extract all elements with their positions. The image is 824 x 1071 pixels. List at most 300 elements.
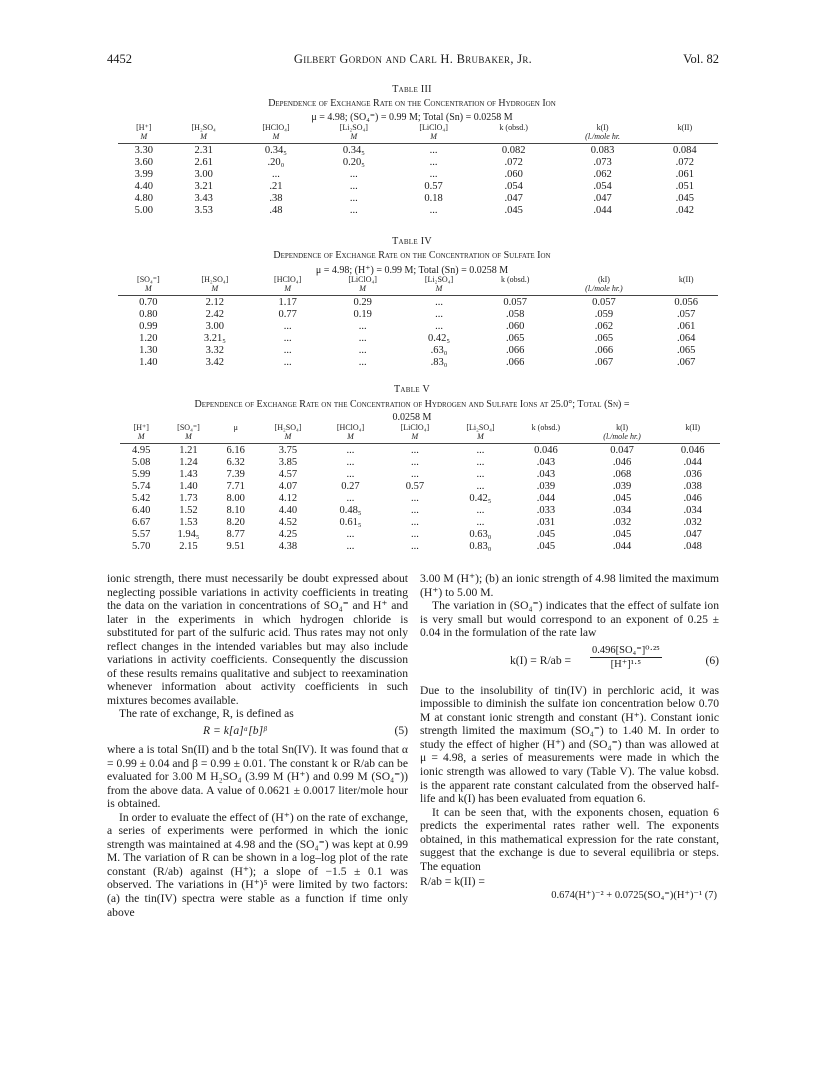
table-cell: ... <box>346 493 355 504</box>
table-cell: 0.83₀ <box>469 541 492 552</box>
table-cell: ... <box>346 457 355 468</box>
table5-header-unit <box>665 433 720 442</box>
table-cell: 5.08 <box>132 457 151 468</box>
equation-5-number: (5) <box>394 724 408 738</box>
table3-header-label: [Li₂SO₄] <box>339 123 368 132</box>
equation-6-number: (6) <box>705 653 719 667</box>
table-cell: 3.00 <box>194 169 213 180</box>
left-paragraph-4: In order to evaluate the effect of (H⁺) on the rate of exchange, a series of experiments were performed in which the ionic strength was maintained at 4.98 and the (SO₄⁼) was kept at 0.99 M. The variation of R can be shown in a log–log plot of the rate constant (R/ab) against (H⁺); a slope of −1.5 ± 0.1 was observed. The variations in (H⁺)⁵ were limited by two factors: (a) the tin(IV) spectra were stable as a function if time only above <box>107 810 408 919</box>
table5-header-3 <box>257 424 319 444</box>
table-cell: ... <box>429 205 438 216</box>
table-cell: 6.67 <box>132 517 151 528</box>
table-cell: 4.95 <box>132 445 151 456</box>
table-row <box>120 481 720 493</box>
table5-header-unit: M <box>137 431 145 441</box>
table4-header-unit: M <box>435 283 443 293</box>
table-row <box>118 321 718 333</box>
table5-header-unit: M <box>411 431 419 441</box>
left-paragraph-3: where a is total Sn(II) and b the total Sn(IV). It was found that α = 0.99 ± 0.04 and β = 0.99 ± 0.01. The constant k or R/ab can be evaluated for 3.00 M H₂SO₄ (3.99 M (H⁺) and 0.99 M (SO₄⁼)) from the above data. A value of 0.0621 ± 0.0017 liter/mole hour is obtained. <box>107 743 408 811</box>
table-cell: ... <box>283 333 292 344</box>
table4-header-unit: M <box>359 283 366 293</box>
table-cell: 0.80 <box>139 309 158 320</box>
table-cell: .031 <box>536 517 556 528</box>
table-cell: .054 <box>593 181 612 192</box>
table-row <box>118 205 718 217</box>
table-cell: .064 <box>677 333 696 344</box>
table-cell: 0.046 <box>534 445 558 456</box>
table-cell: 0.27 <box>341 481 360 492</box>
table-cell: 1.17 <box>278 297 297 308</box>
table3 <box>118 124 718 217</box>
table-cell: ... <box>435 321 443 332</box>
table3-header-unit <box>474 133 554 142</box>
table-cell: 1.21 <box>179 445 198 456</box>
table-row <box>120 517 720 529</box>
table-cell: 0.29 <box>353 297 372 308</box>
table3-header-2 <box>238 124 314 144</box>
table-cell: ... <box>346 541 355 552</box>
table-cell: .033 <box>536 505 556 516</box>
equation-6-fraction <box>590 644 662 672</box>
table-row <box>118 157 718 169</box>
table-row <box>118 181 718 193</box>
table-row <box>118 309 718 321</box>
table-cell: ... <box>476 517 485 528</box>
table-cell: 0.18 <box>424 193 443 204</box>
table4-header-label: [LiClO₄] <box>348 275 377 284</box>
table-cell: 3.43 <box>194 193 213 204</box>
table-cell: .046 <box>683 493 702 504</box>
table3-header-3 <box>314 124 393 144</box>
table-cell: .045 <box>612 493 632 504</box>
table-cell: 0.20₅ <box>342 157 365 168</box>
table-row <box>120 541 720 553</box>
table5-header-label: [SO₄⁼] <box>177 423 200 432</box>
table-cell: .058 <box>506 309 525 320</box>
table-row <box>120 529 720 541</box>
equation-6-denominator: [H⁺]¹·⁵ <box>610 659 642 671</box>
table-row <box>118 193 718 205</box>
table4-header-label: [SO₄⁼] <box>137 275 160 284</box>
table-row <box>118 297 718 309</box>
table-cell: .032 <box>683 517 702 528</box>
table-cell: 0.34₅ <box>342 145 365 156</box>
table-cell: .066 <box>594 345 614 356</box>
page-header <box>107 52 719 70</box>
table-cell: 1.20 <box>139 333 158 344</box>
table-cell: 0.42₅ <box>469 493 492 504</box>
table-cell: .067 <box>677 357 696 368</box>
table-cell: ... <box>476 481 485 492</box>
table-cell: ... <box>346 469 355 480</box>
table5-header-4 <box>319 424 382 444</box>
table5-header-unit: M <box>185 431 192 441</box>
table-cell: .045 <box>675 193 694 204</box>
table3-header-label: k (obsd.) <box>499 123 528 132</box>
table-cell: 0.047 <box>610 445 634 456</box>
table-cell: ... <box>410 469 419 480</box>
table-cell: 5.74 <box>132 481 151 492</box>
table-cell: .048 <box>683 541 702 552</box>
table3-header-label: [H⁺] <box>136 123 152 132</box>
table-cell: 3.99 <box>134 169 153 180</box>
table3-header-unit: M <box>350 131 358 141</box>
equation-6-lhs: k(I) = R/ab = <box>510 653 572 667</box>
table3-header-0 <box>118 124 170 144</box>
table-cell: 3.32 <box>205 345 225 356</box>
table-row <box>118 357 718 369</box>
table-cell: 8.77 <box>226 529 245 540</box>
table5-header-label: [H₂SO₄] <box>274 423 302 432</box>
table3-header-label: [HClO₄] <box>262 123 290 132</box>
table-cell: .38 <box>269 193 283 204</box>
table-cell: 1.24 <box>179 457 198 468</box>
table3-header-label: k(I) <box>596 123 609 132</box>
table5-header-5 <box>382 424 448 444</box>
table-cell: .045 <box>504 205 523 216</box>
table4-header-unit <box>654 285 718 294</box>
table5-header-1 <box>162 424 214 444</box>
table-cell: 0.34₅ <box>264 145 287 156</box>
table4 <box>118 276 718 369</box>
equation-5 <box>107 721 408 743</box>
table-cell: ... <box>410 541 419 552</box>
table-cell: 2.61 <box>194 157 213 168</box>
table-cell: .065 <box>677 345 696 356</box>
table5-header-label: k(II) <box>685 423 701 432</box>
table3-title: Dependence of Exchange Rate on the Concentration of Hydrogen Ion <box>268 98 556 109</box>
equation-7-line-1: R/ab = k(II) = <box>420 875 485 889</box>
table-cell: .068 <box>612 469 632 480</box>
table4-header-label: [Li₂SO₄] <box>424 275 454 284</box>
table4-header-5 <box>477 276 553 296</box>
table-cell: 8.20 <box>226 517 245 528</box>
table-cell: 4.57 <box>278 469 298 480</box>
table-cell: 0.57 <box>424 181 443 192</box>
table-cell: 2.42 <box>205 309 225 320</box>
table-cell: 9.51 <box>226 541 245 552</box>
table5-header-label: [Li₂SO₄] <box>466 423 495 432</box>
table-cell: 0.63₀ <box>469 529 492 540</box>
table-cell: 0.056 <box>674 297 699 308</box>
table-cell: 2.31 <box>194 145 213 156</box>
table-cell: 5.42 <box>132 493 151 504</box>
page-number: 4452 <box>107 52 132 66</box>
table-cell: .065 <box>594 333 614 344</box>
table-cell: .039 <box>612 481 632 492</box>
table-cell: ... <box>410 445 419 456</box>
table4-header-label: k (obsd.) <box>500 275 530 284</box>
table-cell: .20₀ <box>267 157 285 168</box>
table3-header-6 <box>554 124 652 144</box>
table-cell: .065 <box>506 333 525 344</box>
table-cell: ... <box>271 169 280 180</box>
table-cell: ... <box>283 345 292 356</box>
table-cell: 1.53 <box>179 517 198 528</box>
table-cell: ... <box>435 297 443 308</box>
table-cell: 1.40 <box>179 481 198 492</box>
table-cell: 6.40 <box>132 505 151 516</box>
table4-header-7 <box>654 276 718 296</box>
table-row <box>118 333 718 345</box>
table-cell: .060 <box>506 321 525 332</box>
table-cell: 4.40 <box>278 505 298 516</box>
table-cell: 3.60 <box>134 157 153 168</box>
table-cell: 1.43 <box>179 469 198 480</box>
table-cell: 5.57 <box>132 529 151 540</box>
table-cell: .21 <box>269 181 283 192</box>
table4-header-2 <box>251 276 324 296</box>
table-cell: 7.39 <box>226 469 245 480</box>
table-cell: ... <box>283 357 292 368</box>
table-cell: .63₀ <box>430 345 448 356</box>
table-cell: .046 <box>612 457 632 468</box>
right-paragraph-2: The variation in (SO₄⁼) indicates that the effect of sulfate ion is very small but would correspond to an exponent of 0.25 ± 0.04 in the formulation of the rate law <box>420 599 719 640</box>
table-row <box>118 345 718 357</box>
table4-header-unit: (l./mole hr.) <box>585 283 623 293</box>
table5-header-label: [H⁺] <box>133 423 149 432</box>
table-cell: ... <box>476 505 485 516</box>
table-cell: .047 <box>504 193 523 204</box>
table3-header-unit <box>652 133 718 142</box>
table-cell: ... <box>410 457 419 468</box>
table-cell: 1.73 <box>179 493 198 504</box>
table-cell: 3.00 <box>205 321 225 332</box>
table-cell: .061 <box>677 321 696 332</box>
table-cell: 5.99 <box>132 469 151 480</box>
table5 <box>120 424 720 553</box>
table-cell: 0.48₅ <box>339 505 362 516</box>
table-cell: 0.082 <box>501 145 526 156</box>
table-cell: .036 <box>683 469 702 480</box>
table-cell: 1.94₅ <box>177 529 200 540</box>
table5-header-unit: (l./mole hr.) <box>603 431 641 441</box>
table3-header-label: [H₂SO₄ <box>191 123 216 132</box>
table-cell: 0.77 <box>278 309 297 320</box>
equation-5-body: R = k[a]ᵅ[b]ᵝ <box>203 724 267 738</box>
table-cell: 2.12 <box>205 297 225 308</box>
table-cell: .047 <box>683 529 702 540</box>
left-column <box>107 572 408 919</box>
table5-title-cont: 0.0258 M <box>392 412 432 423</box>
table5-header-label: μ <box>233 423 238 432</box>
table3-header-4 <box>394 124 474 144</box>
table3-header-unit: M <box>430 131 437 141</box>
equation-6 <box>420 644 719 678</box>
table-cell: 4.07 <box>278 481 298 492</box>
volume-label: Vol. 82 <box>683 52 719 66</box>
table-cell: 0.99 <box>139 321 158 332</box>
table5-header-9 <box>665 424 720 444</box>
table-cell: ... <box>358 345 367 356</box>
table3-header-unit: M <box>140 131 148 141</box>
table-cell: .042 <box>675 205 694 216</box>
table4-header-1 <box>179 276 251 296</box>
table5-header-label: k (obsd.) <box>531 423 561 432</box>
table-cell: 0.057 <box>503 297 528 308</box>
table5-header-unit <box>215 433 257 442</box>
table-cell: ... <box>410 505 419 516</box>
table3-caption: Table III <box>392 84 432 95</box>
table4-header-unit: M <box>284 283 291 293</box>
table-cell: .034 <box>683 505 702 516</box>
table4-conditions: μ = 4.98; (H⁺) = 0.99 M; Total (Sn) = 0.0258 M <box>315 265 509 276</box>
table-cell: ... <box>429 169 438 180</box>
table-cell: 4.38 <box>278 541 298 552</box>
table4-header-unit: M <box>211 283 219 293</box>
table-row <box>120 445 720 457</box>
table-cell: .044 <box>612 541 632 552</box>
table-cell: 0.61₅ <box>339 517 362 528</box>
table5-header-7 <box>513 424 579 444</box>
table4-header-label: (kI) <box>597 275 610 284</box>
table-cell: .83₀ <box>430 357 448 368</box>
table-cell: 4.52 <box>278 517 298 528</box>
equation-6-numerator: 0.496[SO₄⁼]⁰·²⁵ <box>590 644 662 659</box>
table5-header-unit: M <box>347 431 354 441</box>
table-cell: ... <box>429 157 438 168</box>
table5-header-8 <box>579 424 666 444</box>
table-cell: ... <box>435 309 443 320</box>
table-cell: .051 <box>675 181 694 192</box>
table-cell: 4.40 <box>134 181 153 192</box>
table-cell: ... <box>358 321 367 332</box>
table5-title: Dependence of Exchange Rate on the Concentration of Hydrogen and Sulfate Ions at 25.0°; Total (Sn) = <box>194 399 630 410</box>
running-title: Gilbert Gordon and Carl H. Brubaker, Jr. <box>293 52 533 66</box>
table4-header-6 <box>553 276 654 296</box>
table-cell: .044 <box>593 205 612 216</box>
table-cell: .044 <box>683 457 702 468</box>
table4-header-unit <box>477 285 553 294</box>
table-cell: .032 <box>612 517 632 528</box>
table-cell: .48 <box>269 205 283 216</box>
table-cell: .045 <box>612 529 632 540</box>
table-cell: 1.52 <box>179 505 198 516</box>
table-cell: 5.00 <box>134 205 153 216</box>
table-cell: ... <box>429 145 438 156</box>
table-cell: ... <box>346 529 355 540</box>
table-cell: ... <box>358 333 367 344</box>
table-cell: 0.57 <box>405 481 425 492</box>
table5-header-unit <box>513 433 579 442</box>
table3-header-label: k(II) <box>677 123 693 132</box>
table5-header-label: k(I) <box>616 423 629 432</box>
table-cell: ... <box>476 469 485 480</box>
table-cell: .066 <box>506 345 525 356</box>
table5-header-label: [LiClO₄] <box>400 423 430 432</box>
table-cell: .045 <box>536 541 556 552</box>
table-cell: .073 <box>593 157 612 168</box>
table-cell: .045 <box>536 529 556 540</box>
table3-header-unit: M <box>272 131 280 141</box>
table3-header-unit: (l./mole hr. <box>585 131 621 141</box>
table-cell: 0.42₅ <box>427 333 451 344</box>
table5-header-0 <box>120 424 162 444</box>
table-cell: .044 <box>536 493 556 504</box>
table-cell: .067 <box>594 357 614 368</box>
table5-header-unit: M <box>284 431 292 441</box>
table3-conditions: μ = 4.98; (SO₄⁼) = 0.99 M; Total (Sn) = 0.0258 M <box>311 112 513 123</box>
table-row <box>118 145 718 157</box>
table-cell: ... <box>346 445 355 456</box>
table-cell: ... <box>476 457 485 468</box>
table-cell: .066 <box>506 357 525 368</box>
table-cell: 3.85 <box>278 457 298 468</box>
table-cell: ... <box>349 181 358 192</box>
table-cell: 0.19 <box>353 309 372 320</box>
table-cell: .062 <box>594 321 614 332</box>
table-cell: .043 <box>536 469 556 480</box>
table-cell: 0.046 <box>680 445 705 456</box>
table-cell: .054 <box>504 181 523 192</box>
table-cell: 3.53 <box>194 205 213 216</box>
table-cell: 5.70 <box>132 541 151 552</box>
table-cell: .047 <box>593 193 612 204</box>
table-cell: .072 <box>504 157 523 168</box>
table-cell: 1.30 <box>139 345 158 356</box>
table-cell: .039 <box>536 481 556 492</box>
table-cell: 0.083 <box>590 145 615 156</box>
table-cell: .057 <box>677 309 696 320</box>
table-row <box>120 469 720 481</box>
table-row <box>120 493 720 505</box>
table-cell: 8.10 <box>226 505 245 516</box>
right-column <box>420 572 719 902</box>
right-paragraph-1: 3.00 M (H⁺); (b) an ionic strength of 4.98 limited the maximum (H⁺) to 5.00 M. <box>420 572 719 599</box>
table-cell: 4.12 <box>278 493 298 504</box>
table5-header-label: [HClO₄] <box>336 423 365 432</box>
table-row <box>120 457 720 469</box>
table-cell: 6.16 <box>226 445 245 456</box>
equation-7-line-2: 0.674(H⁺)⁻² + 0.0725(SO₄⁼)(H⁺)⁻¹ (7) <box>551 889 717 901</box>
table3-header-5 <box>474 124 554 144</box>
table-cell: .059 <box>594 309 614 320</box>
table-cell: 4.25 <box>278 529 298 540</box>
table-row <box>118 169 718 181</box>
table3-header-7 <box>652 124 718 144</box>
table-cell: 0.084 <box>672 145 697 156</box>
table-cell: 3.21₅ <box>203 333 226 344</box>
table4-header-3 <box>324 276 401 296</box>
table-cell: .043 <box>536 457 556 468</box>
table5-header-2 <box>215 424 257 444</box>
table3-header-unit: M <box>200 131 207 141</box>
table-cell: .034 <box>612 505 632 516</box>
table-cell: .060 <box>504 169 523 180</box>
table-row <box>120 505 720 517</box>
table-cell: ... <box>283 321 292 332</box>
table-cell: .072 <box>675 157 694 168</box>
table3-header-1 <box>170 124 238 144</box>
right-paragraph-3: Due to the insolubility of tin(IV) in perchloric acid, it was impossible to diminish the sulfate ion concentration below 0.70 M at constant ionic strength and constant (H⁺). Constant ionic strength limited the maximum (SO₄⁼) to 1.40 M. In order to study the effect of higher (H⁺) and (SO₄⁼) than was allowed at μ = 4.98, a series of measurements were made in which the ionic strength was allowed to vary (Table V). The value kobsd. is the apparent rate constant calculated from the observed half-life and k(I) has been evaluated from equation 6. <box>420 683 719 806</box>
table-cell: 0.70 <box>139 297 158 308</box>
table-cell: ... <box>358 357 367 368</box>
table-cell: 4.80 <box>134 193 153 204</box>
table-cell: .038 <box>683 481 702 492</box>
table-cell: ... <box>349 193 358 204</box>
left-paragraph-2: The rate of exchange, R, is defined as <box>119 707 294 721</box>
table4-header-unit: M <box>145 283 152 293</box>
table4-header-4 <box>401 276 477 296</box>
table4-title: Dependence of Exchange Rate on the Concentration of Sulfate Ion <box>273 250 551 261</box>
table4-header-label: k(II) <box>678 275 694 284</box>
table-cell: 1.40 <box>139 357 158 368</box>
table4-header-0 <box>118 276 179 296</box>
table-cell: 7.71 <box>226 481 245 492</box>
table-cell: ... <box>410 517 419 528</box>
table-cell: 0.057 <box>592 297 616 308</box>
table-cell: .061 <box>675 169 694 180</box>
